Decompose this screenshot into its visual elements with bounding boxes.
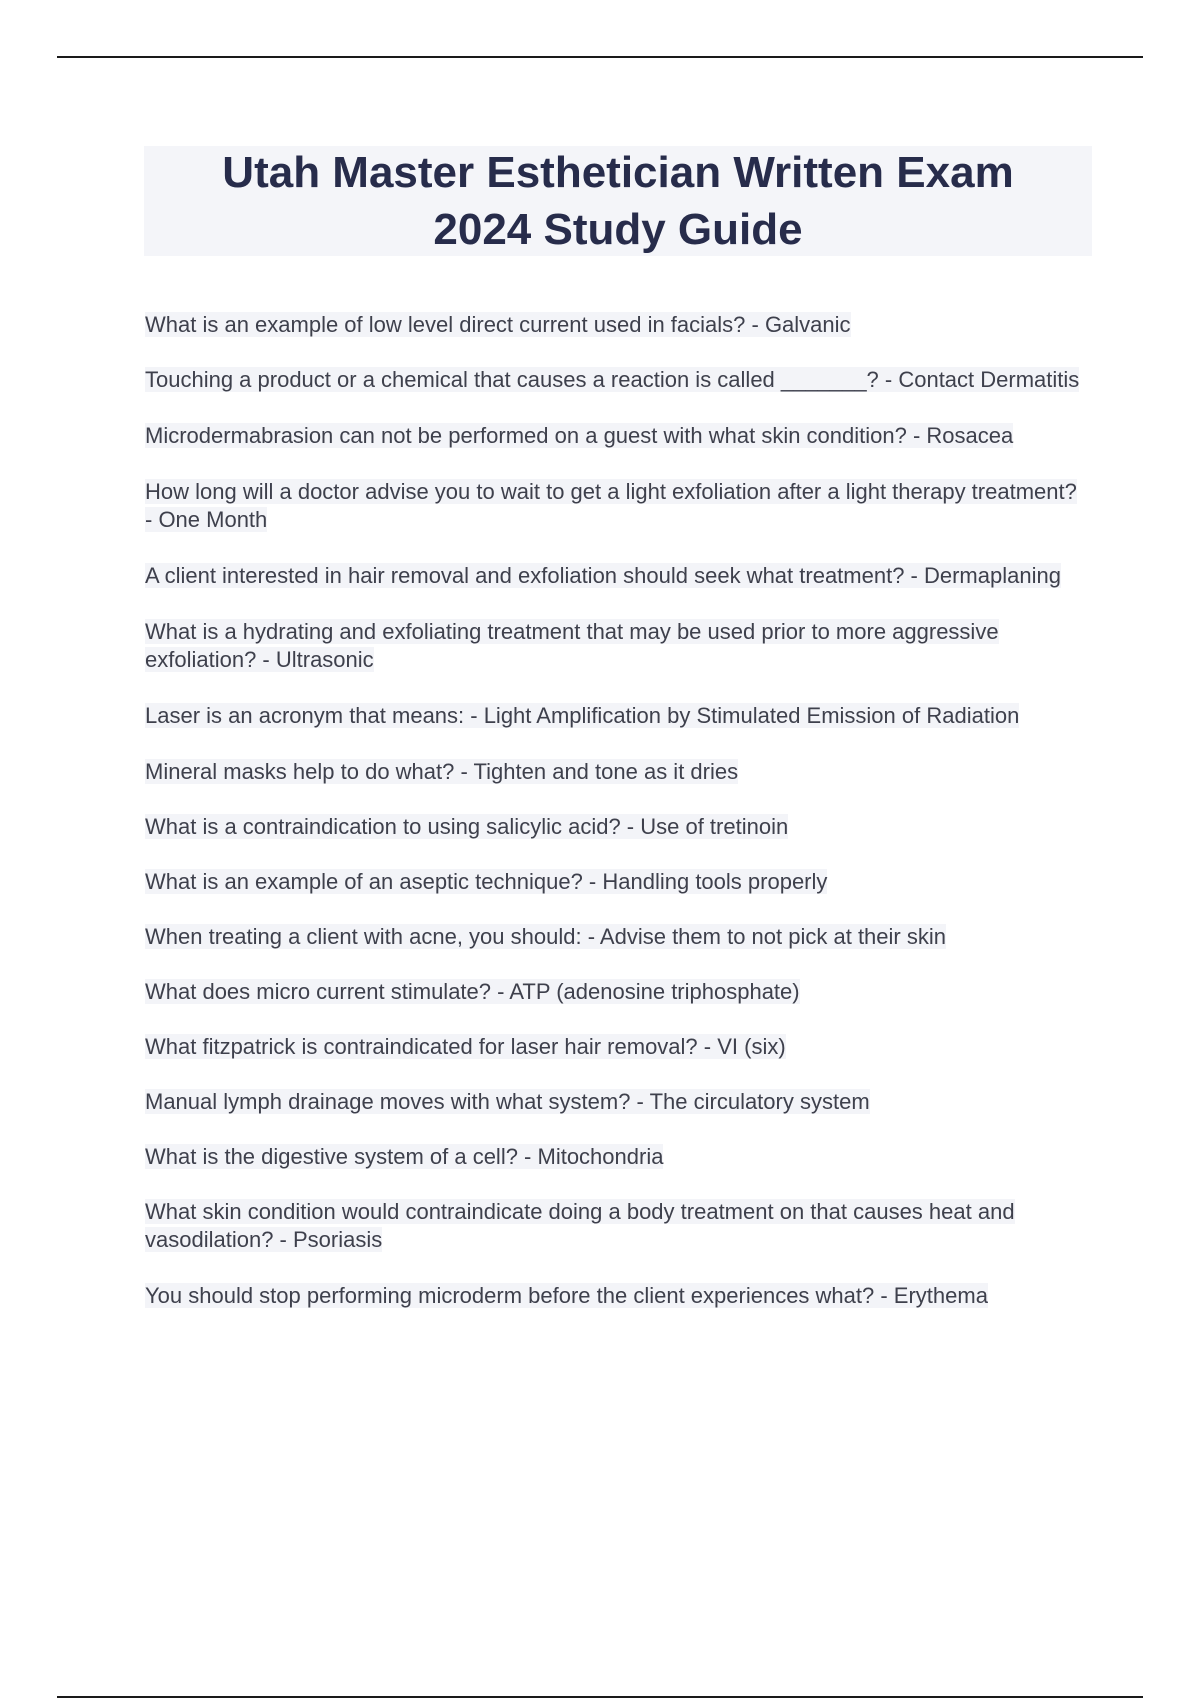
qa-item: When treating a client with acne, you should: - Advise them to not pick at their skin: [145, 924, 946, 949]
qa-item: What does micro current stimulate? - ATP (adenosine triphosphate): [145, 979, 800, 1004]
qa-item: What is the digestive system of a cell? - Mitochondria: [145, 1144, 664, 1169]
qa-item: A client interested in hair removal and exfoliation should seek what treatment? - Dermaplaning: [145, 563, 1061, 588]
title-line-1: Utah Master Esthetician Written Exam: [222, 148, 1014, 197]
qa-item: Mineral masks help to do what? - Tighten and tone as it dries: [145, 759, 739, 784]
page-title: [222, 144, 1013, 258]
qa-item: What is a contraindication to using salicylic acid? - Use of tretinoin: [145, 814, 789, 839]
qa-item: What is a hydrating and exfoliating treatment that may be used prior to more aggressive exfoliation? - Ultrasonic: [145, 619, 999, 672]
qa-list: [145, 311, 1090, 1337]
qa-item: How long will a doctor advise you to wait to get a light exfoliation after a light therapy treatment? - One Month: [145, 479, 1077, 532]
title-line-2: 2024 Study Guide: [433, 205, 803, 254]
qa-item: Microdermabrasion can not be performed on a guest with what skin condition? - Rosacea: [145, 423, 1014, 448]
qa-item: Touching a product or a chemical that causes a reaction is called _______? - Contact Dermatitis: [145, 367, 1080, 392]
title-banner: [144, 146, 1092, 256]
qa-item: Laser is an acronym that means: - Light Amplification by Stimulated Emission of Radiation: [145, 703, 1020, 728]
qa-item: What is an example of low level direct current used in facials? - Galvanic: [145, 312, 851, 337]
header-rule: [57, 56, 1143, 58]
qa-item: What skin condition would contraindicate doing a body treatment on that causes heat and vasodilation? - Psoriasis: [145, 1199, 1015, 1252]
footer-rule: [57, 1696, 1143, 1698]
qa-item: You should stop performing microderm before the client experiences what? - Erythema: [145, 1283, 988, 1308]
qa-item: Manual lymph drainage moves with what system? - The circulatory system: [145, 1089, 870, 1114]
qa-item: What is an example of an aseptic technique? - Handling tools properly: [145, 869, 828, 894]
qa-item: What fitzpatrick is contraindicated for laser hair removal? - VI (six): [145, 1034, 786, 1059]
